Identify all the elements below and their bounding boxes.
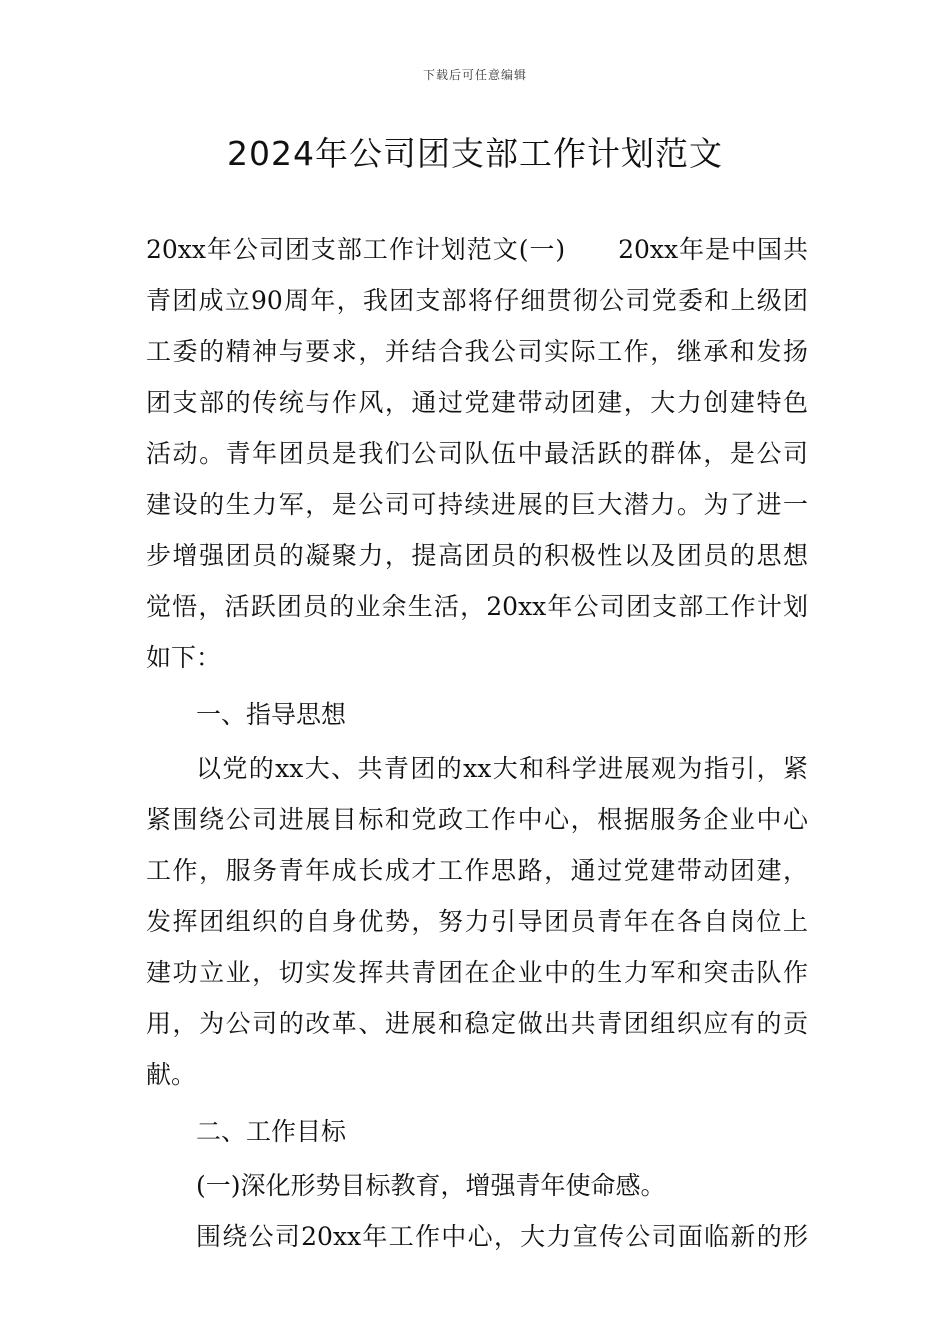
paragraph-line: 活动。青年团员是我们公司队伍中最活跃的群体，是公司 xyxy=(146,439,808,468)
paragraph-line: 发挥团组织的自身优势，努力引导团员青年在各自岗位上 xyxy=(146,907,808,936)
subsection-heading: (一)深化形势目标教育，增强青年使命感。 xyxy=(196,1171,666,1200)
paragraph-line: 如下： xyxy=(146,643,222,672)
paragraph-line: 团支部的传统与作风，通过党建带动团建，大力创建特色 xyxy=(146,388,808,417)
header-note: 下载后可任意编辑 xyxy=(422,68,527,82)
paragraph-line: 工作，服务青年成长成才工作思路，通过党建带动团建， xyxy=(146,856,808,885)
paragraph-line: 觉悟，活跃团员的业余生活，20xx年公司团支部工作计划 xyxy=(146,592,808,621)
paragraph-line: 建功立业，切实发挥共青团在企业中的生力军和突击队作 xyxy=(146,958,808,987)
document-body xyxy=(146,224,808,1262)
paragraph-line: 20xx年公司团支部工作计划范文(一) 20xx年是中国共 xyxy=(146,235,808,264)
paragraph-line: 紧围绕公司进展目标和党政工作中心，根据服务企业中心 xyxy=(146,805,808,834)
paragraph-line: 围绕公司20xx年工作中心，大力宣传公司面临新的形 xyxy=(196,1222,808,1251)
paragraph-line: 青团成立90周年，我团支部将仔细贯彻公司党委和上级团 xyxy=(146,286,808,315)
paragraph-line: 用，为公司的改革、进展和稳定做出共青团组织应有的贡 xyxy=(146,1009,808,1038)
paragraph-line: 献。 xyxy=(146,1060,197,1089)
document-title: 2024年公司团支部工作计划范文 xyxy=(227,134,723,173)
paragraph-line: 步增强团员的凝聚力，提高团员的积极性以及团员的思想 xyxy=(146,541,808,570)
paragraph-line: 以党的xx大、共青团的xx大和科学进展观为指引，紧 xyxy=(196,754,808,783)
section-heading: 二、工作目标 xyxy=(196,1117,347,1146)
section-heading: 一、指导思想 xyxy=(196,700,347,729)
paragraph-line: 工委的精神与要求，并结合我公司实际工作，继承和发扬 xyxy=(146,337,808,366)
paragraph-line: 建设的生力军，是公司可持续进展的巨大潜力。为了进一 xyxy=(146,490,808,519)
